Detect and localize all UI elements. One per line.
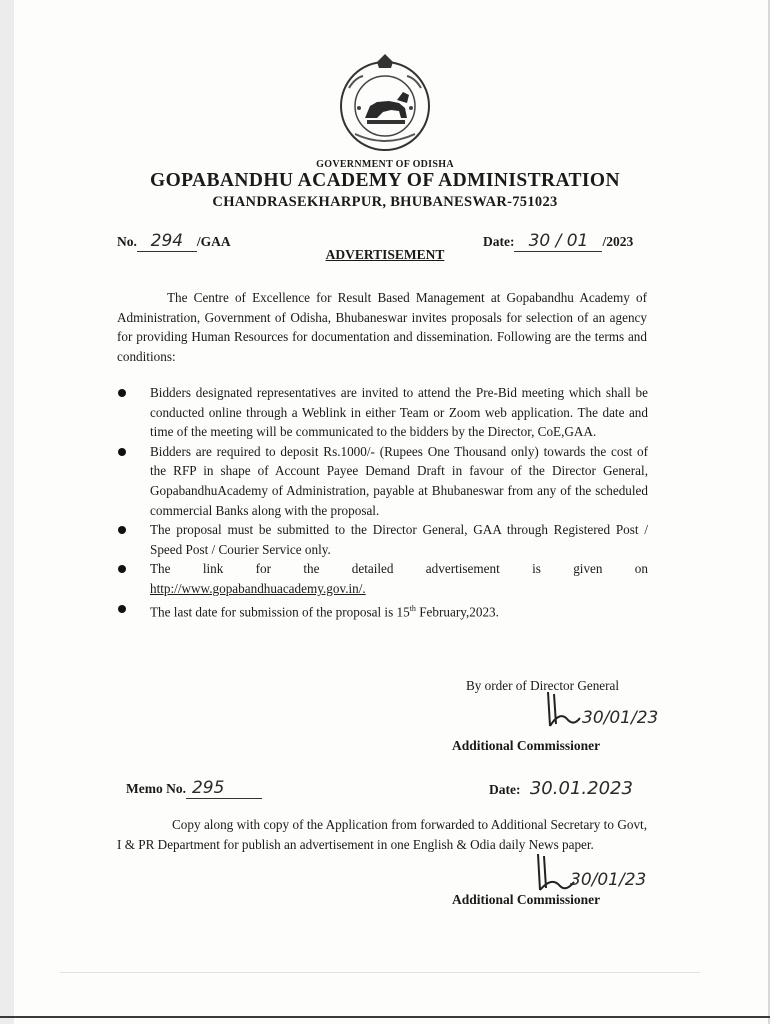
copy-paragraph: Copy along with copy of the Application from forwarded to Additional Secretary to Govt, I & PR Department for publish an advertisement in one English & Odia daily News paper.: [117, 817, 647, 852]
last-date-sup: th: [409, 603, 416, 613]
term-text: The proposal must be submitted to the Director General, GAA through Registered Post / Speed Post / Courier Service only.: [150, 522, 648, 557]
reference-number-value: 294: [137, 231, 197, 252]
scan-faint-line: [60, 972, 700, 973]
intro-paragraph: The Centre of Excellence for Result Based Management at Gopabandhu Academy of Administration, Government of Odisha, Bhubaneswar invites proposals for selection of an agency for providing Human Resources for documentation and dissemination. Following are the terms and conditions:: [117, 290, 647, 364]
website-link[interactable]: http://www.gopabandhuacademy.gov.in/.: [150, 580, 366, 596]
link-term-text: The link for the detailed advertisement is given on: [150, 561, 648, 577]
term-text: Bidders are required to deposit Rs.1000/- (Rupees One Thousand only) towards the cost of the RFP in shape of Account Payee Demand Draft in favour of the Director General, GopabandhuAcademy of Administration, payable at Bhubaneswar from any of the scheduled commercial Banks along with the proposal.: [150, 443, 648, 518]
terms-list: [118, 383, 648, 622]
bullet-icon: [118, 389, 126, 397]
advertisement-title: ADVERTISEMENT: [325, 247, 445, 262]
scan-left-edge: [0, 0, 14, 1024]
memo-date: [489, 778, 633, 799]
academy-title: GOPABANDHU ACADEMY OF ADMINISTRATION: [150, 170, 620, 191]
term-text: Bidders designated representatives are invited to attend the Pre-Bid meeting which shall be conducted online through a Weblink in either Team or Zoom web application. The date and time of the meeting will be communicated to the bidders by the Director, CoE,GAA.: [150, 385, 648, 440]
government-label: GOVERNMENT OF ODISHA: [316, 159, 454, 170]
term-item: [118, 520, 648, 559]
signature2-designation: Additional Commissioner: [452, 892, 601, 907]
order-line: By order of Director General: [466, 678, 620, 693]
odisha-emblem-icon: [325, 48, 445, 158]
scan-bottom-edge: [0, 1016, 770, 1018]
last-date-after: February,2023.: [415, 603, 499, 619]
memo-date-label: Date:: [489, 782, 521, 797]
term-item: [118, 442, 648, 520]
memo-date-value: 30.01.2023: [529, 778, 633, 799]
last-date-text: The last date for submission of the proposal is 15: [150, 603, 410, 619]
bullet-icon: [118, 605, 126, 613]
term-item: [118, 599, 648, 622]
signature1-date: 30/01/23: [582, 708, 659, 728]
memo-number: [126, 778, 262, 799]
reference-number-label: No.: [117, 234, 137, 249]
term-item: [118, 559, 648, 598]
bullet-icon: [118, 526, 126, 534]
bullet-icon: [118, 565, 126, 573]
date-label: Date:: [483, 234, 515, 249]
memo-label: Memo No.: [126, 781, 186, 796]
academy-address: CHANDRASEKHARPUR, BHUBANESWAR-751023: [212, 194, 558, 210]
date-value: 30 / 01: [514, 231, 602, 252]
bullet-icon: [118, 448, 126, 456]
date-year: /2023: [602, 234, 634, 249]
signature1-designation: Additional Commissioner: [452, 738, 601, 753]
memo-value: 295: [186, 778, 262, 799]
term-item: [118, 383, 648, 442]
reference-number-suffix: /GAA: [196, 234, 231, 249]
signature2-date: 30/01/23: [570, 870, 647, 890]
